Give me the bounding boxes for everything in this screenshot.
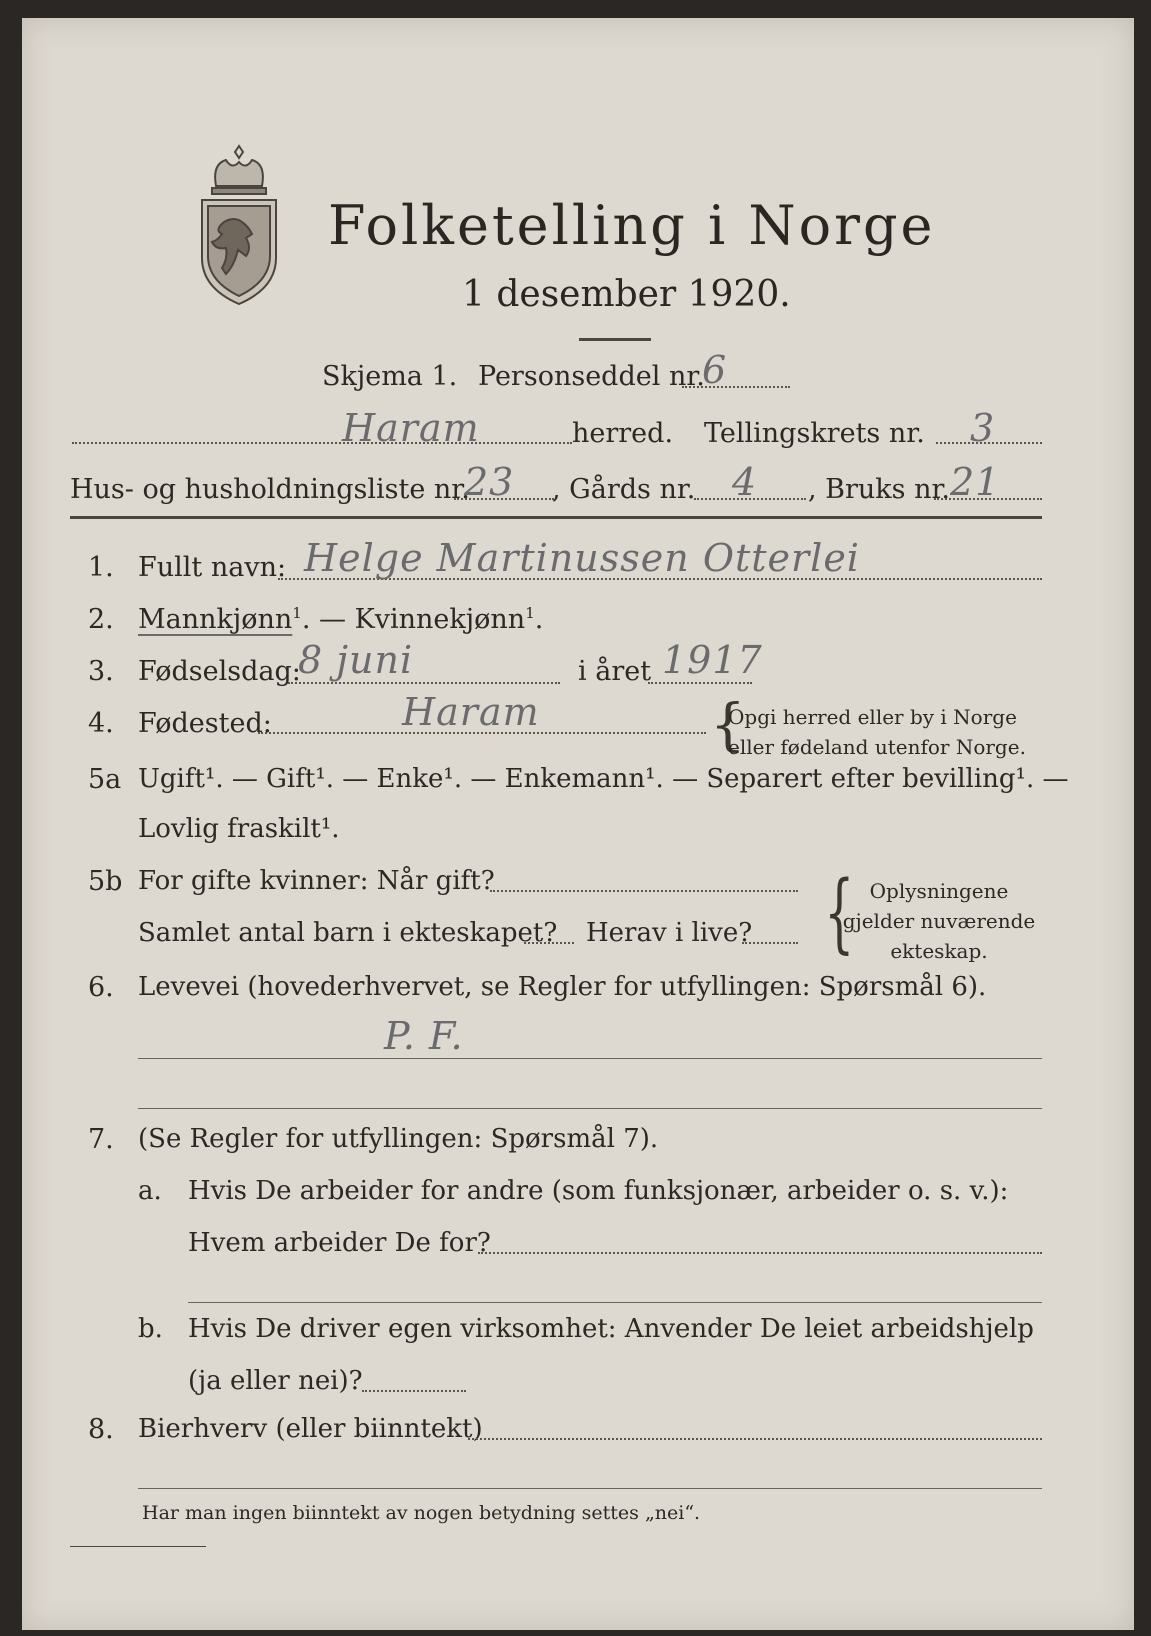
q5a-options: Ugift¹. — Gift¹. — Enke¹. — Enkemann¹. — Separert efter bevilling¹. — <box>138 764 1069 794</box>
q2-footnote-mark: 1 <box>292 604 302 622</box>
q5b-children-line <box>524 942 574 944</box>
herred-line <box>72 442 572 444</box>
q7b-line1: Hvis De driver egen virksomhet: Anvender De leiet arbeidshjelp <box>188 1314 1034 1344</box>
q1-label: Fullt navn: <box>138 552 287 583</box>
q7a-line1: Hvis De arbeider for andre (som funksjonær, arbeider o. s. v.): <box>188 1176 1009 1206</box>
skjema-label: Skjema 1. <box>322 361 458 392</box>
q7b-line2: (ja eller nei)? <box>188 1366 363 1396</box>
q1-number: 1. <box>88 552 114 583</box>
q3-year-label: i året <box>578 656 652 687</box>
personseddel-label: Personseddel nr. <box>478 361 705 392</box>
q7b-letter: b. <box>138 1314 163 1344</box>
q2-number: 2. <box>88 604 114 635</box>
tellingskrets-value: 3 <box>970 406 996 450</box>
q4-number: 4. <box>88 708 114 739</box>
tellingskrets-label: Tellingskrets nr. <box>704 418 925 449</box>
census-form-page <box>22 18 1134 1630</box>
personseddel-line <box>682 386 790 388</box>
form-title: Folketelling i Norge <box>328 194 936 257</box>
q5a-options-2: Lovlig fraskilt¹. <box>138 814 340 844</box>
q5b-alive-line <box>742 942 798 944</box>
q2-end: . <box>534 604 544 635</box>
personseddel-value: 6 <box>702 348 728 392</box>
q4-note-line1: Opgi herred eller by i Norge <box>728 705 1017 729</box>
q7-number: 7. <box>88 1124 114 1155</box>
q1-value: Helge Martinussen Otterlei <box>304 536 860 580</box>
q2-mann-option: Mannkjønn <box>138 604 293 635</box>
q4-note <box>728 702 1026 762</box>
footer-note: Har man ingen biinntekt av nogen betydning settes „nei“. <box>142 1502 701 1524</box>
q8-number: 8. <box>88 1414 114 1445</box>
herred-value: Haram <box>342 406 480 450</box>
q4-label: Fødested: <box>138 708 272 739</box>
q6-answer-line-2 <box>138 1108 1042 1109</box>
bruks-value: 21 <box>950 460 1001 504</box>
q4-value: Haram <box>402 690 540 734</box>
hus-label: Hus- og husholdningsliste nr. <box>70 474 470 505</box>
q2-text <box>138 604 543 635</box>
gards-label: , Gårds nr. <box>552 474 696 505</box>
q7b-answer-line <box>362 1390 466 1392</box>
q3-value: 8 juni <box>298 638 414 682</box>
header-divider <box>70 516 1042 519</box>
bruks-label: , Bruks nr. <box>808 474 951 505</box>
q7a-extra-line <box>188 1302 1042 1303</box>
q3-date-line <box>288 682 560 684</box>
q8-label: Bierhverv (eller biinntekt) <box>138 1414 483 1444</box>
q7-label: (Se Regler for utfyllingen: Spørsmål 7). <box>138 1124 659 1154</box>
q5b-number: 5b <box>88 866 123 897</box>
q6-value: P. F. <box>384 1014 464 1058</box>
q3-year-value: 1917 <box>662 638 763 682</box>
q3-year-line <box>648 682 752 684</box>
q5b-note-line2: gjelder nuværende <box>842 909 1036 933</box>
q6-number: 6. <box>88 972 114 1003</box>
census-date: 1 desember 1920. <box>462 274 791 315</box>
q5b-note <box>834 876 1044 966</box>
footnote-divider <box>70 1546 206 1547</box>
q5b-alive-label: Herav i live? <box>586 918 753 948</box>
q7a-letter: a. <box>138 1176 162 1206</box>
herred-label: herred. <box>572 418 674 449</box>
q5b-note-line3: ekteskap. <box>890 939 988 963</box>
q8-extra-line <box>138 1488 1042 1489</box>
q2-footnote-mark-2: 1 <box>525 604 535 622</box>
gards-value: 4 <box>732 460 758 504</box>
q5b-children-label: Samlet antal barn i ekteskapet? <box>138 918 558 948</box>
q7a-answer-line <box>478 1252 1042 1254</box>
title-divider <box>579 338 651 341</box>
q5b-note-line1: Oplysningene <box>869 879 1009 903</box>
q2-kvinne-option: . — Kvinnekjønn <box>301 604 526 635</box>
q5b-married-line <box>490 890 798 892</box>
q3-number: 3. <box>88 656 114 687</box>
q4-note-line2: eller fødeland utenfor Norge. <box>728 735 1026 759</box>
q7a-line2: Hvem arbeider De for? <box>188 1228 491 1258</box>
hus-value: 23 <box>464 460 515 504</box>
q4-note-bracket: { <box>710 693 746 758</box>
q5a-number: 5a <box>88 764 122 795</box>
coat-of-arms-icon <box>194 142 284 307</box>
q5b-note-bracket: { <box>824 863 855 963</box>
q3-label: Fødselsdag: <box>138 656 301 687</box>
q5b-line1: For gifte kvinner: Når gift? <box>138 866 495 896</box>
q8-answer-line <box>468 1438 1042 1440</box>
q6-answer-line-1 <box>138 1058 1042 1059</box>
q6-label: Levevei (hovederhvervet, se Regler for utfyllingen: Spørsmål 6). <box>138 972 987 1002</box>
